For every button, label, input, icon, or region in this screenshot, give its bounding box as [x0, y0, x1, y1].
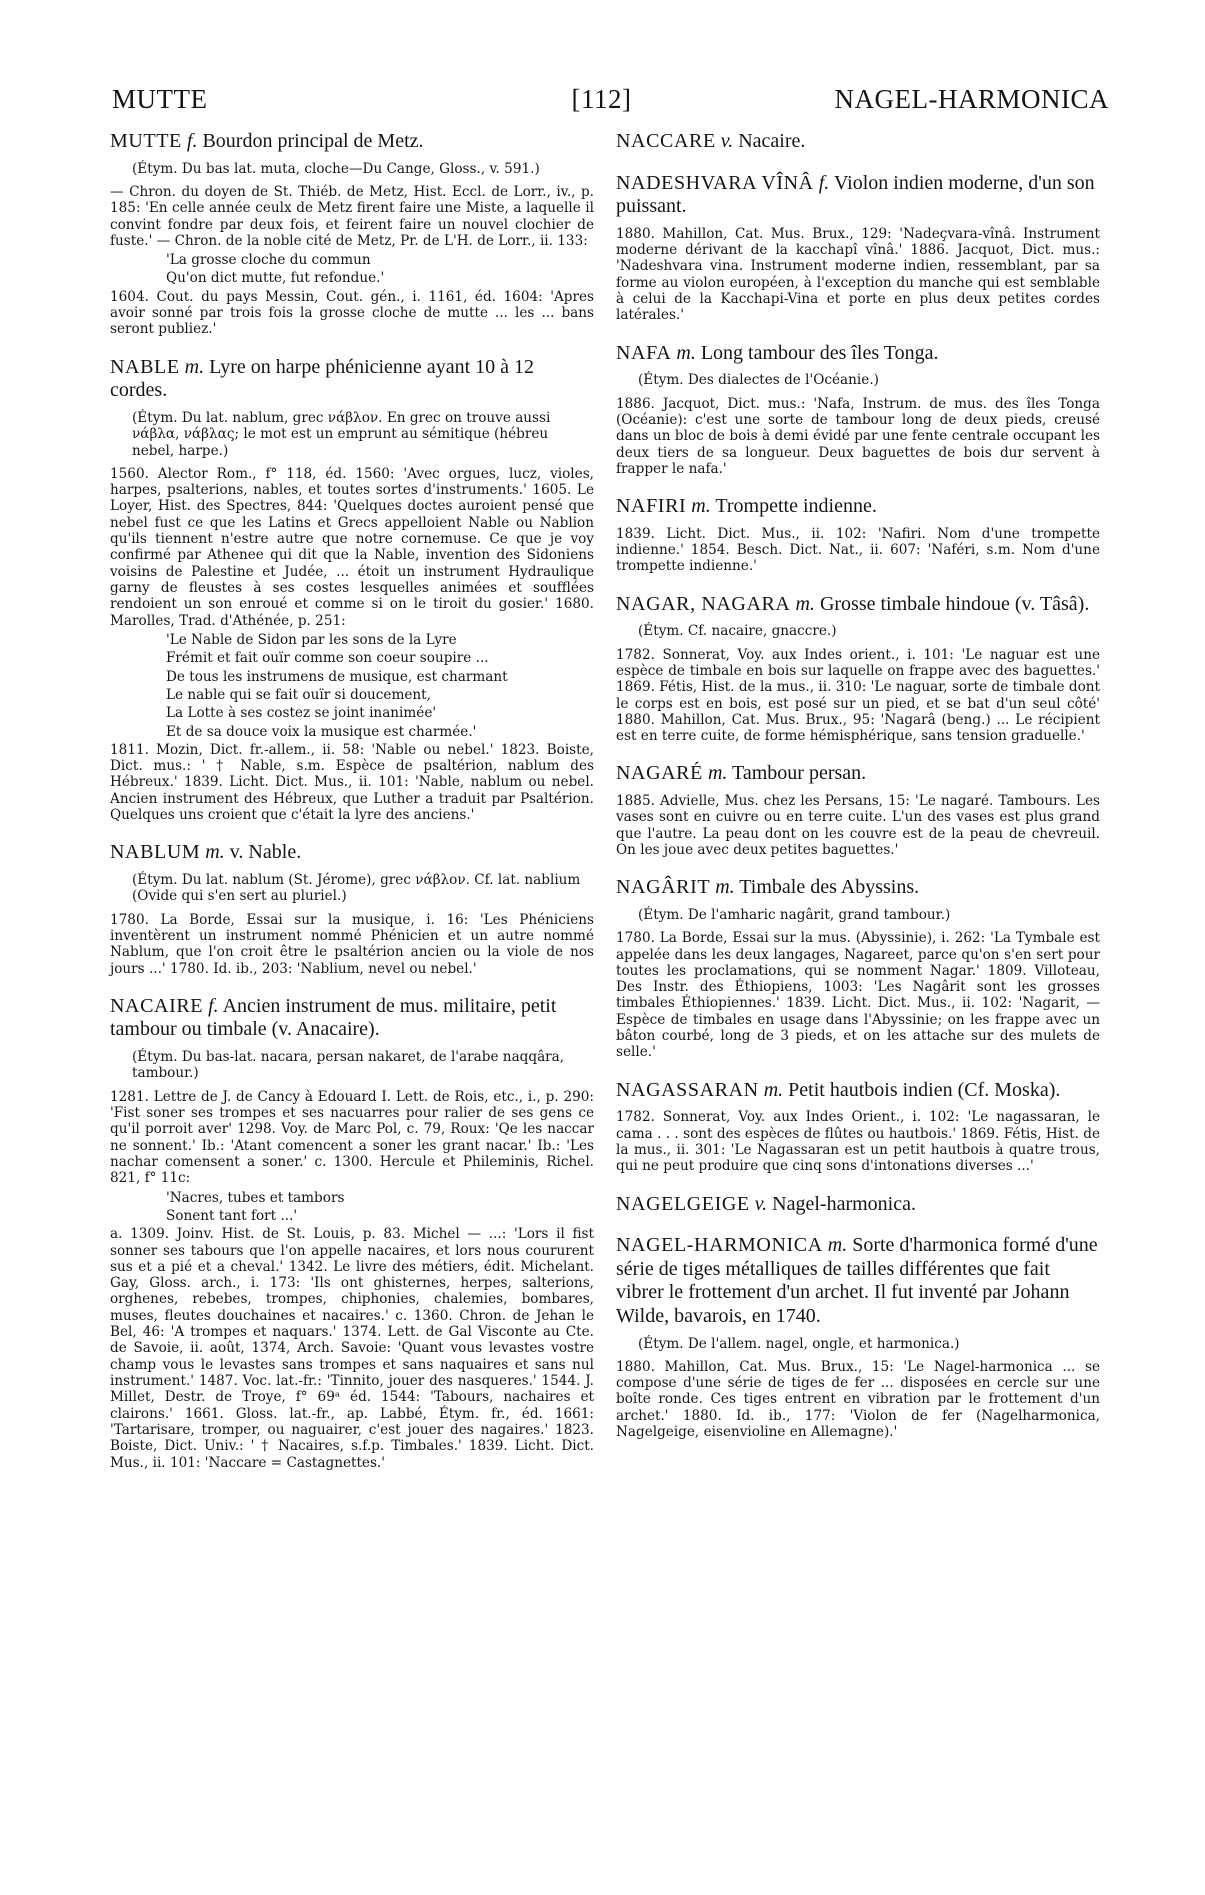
dictionary-entry	[616, 762, 1100, 858]
dictionary-entry	[110, 356, 594, 824]
entry-heading	[616, 495, 1100, 519]
etymology: (Étym. Des dialectes de l'Océanie.)	[638, 372, 879, 389]
grammar-label: m.	[691, 495, 711, 518]
dictionary-entry	[616, 130, 1100, 154]
verse-line: Sonent tant fort ...'	[166, 1207, 298, 1224]
grammar-label: f.	[208, 994, 219, 1017]
headword: NAGAR, NAGARA	[616, 592, 791, 615]
definition: Petit hautbois indien (Cf. Moska).	[788, 1078, 1061, 1101]
entry-heading	[616, 1234, 1100, 1328]
citation-paragraph: 1604. Cout. du pays Messin, Cout. gén., i. 1161, éd. 1604: 'Apres avoir sonné par trois fois la grosse cloche de mutte ... les ... bans seront publiez.'	[110, 288, 594, 338]
grammar-label: v.	[754, 1192, 768, 1215]
citation-paragraph: 1885. Advielle, Mus. chez les Persans, 15: 'Le nagaré. Tambours. Les vases sont en cuivre ou en terre cuite. L'un des vases est plus grand que l'autre. La peau dont on les couvre est de la peau de chevreuil. On les joue avec deux petites baguettes.'	[616, 793, 1100, 858]
definition: v. Nable.	[229, 841, 302, 864]
headword: NAFA	[616, 341, 672, 364]
etymology: (Étym. Du bas lat. muta, cloche—Du Cange, Gloss., v. 591.)	[132, 160, 540, 177]
headword: NAGELGEIGE	[616, 1192, 750, 1215]
citation-paragraph: — Chron. du doyen de St. Thiéb. de Metz, Hist. Eccl. de Lorr., iv., p. 185: 'En celle année ceulx de Metz firent faire une Miste, a laquelle il convint fondre par deux fois, et feirent faire un nouvel clochier de fuste.' — Chron. de la noble cité de Metz, Pr. de L'H. de Lorr., ii. 133:	[110, 183, 594, 249]
dictionary-entry	[616, 1079, 1100, 1175]
grammar-label: m.	[715, 876, 735, 899]
definition: Nacaire.	[738, 130, 806, 152]
definition: Violon indien moderne, d'un son puissant.	[616, 171, 1095, 218]
headword: NAGARÉ	[616, 762, 703, 785]
verse-line: La Lotte à ses costez se joint inanimée'	[166, 705, 437, 722]
headword: MUTTE	[110, 130, 182, 152]
entry-heading	[616, 876, 1100, 900]
headword: NAGASSARAN	[616, 1078, 759, 1101]
entry-heading	[110, 130, 594, 154]
entry-heading	[616, 342, 1100, 366]
citation-paragraph: 1780. La Borde, Essai sur la musique, i. 16: 'Les Phéniciens inventèrent un instrument nommé Phénicien et un autre nommé Nablum, que l'on croit être le psaltérion ancien ou la viole de nos jours ...' 1780. Id. ib., 203: 'Nablium, nevel ou nebel.'	[110, 911, 594, 977]
verse-line: Le nable qui se fait ouïr si doucement,	[166, 686, 431, 703]
entry-heading	[110, 356, 594, 403]
dictionary-entry	[616, 172, 1100, 324]
entry-heading	[616, 172, 1100, 219]
dictionary-entry	[616, 876, 1100, 1060]
citation-paragraph: 1780. La Borde, Essai sur la mus. (Abyssinie), i. 262: 'La Tymbale est appelée dans les deux langages, Nagareet, parce qu'on s'en sert pour toutes les proclamations, qui se nomment Nagar.' 1809. Villoteau, Des Instr. des Éthiopiens, 1003: 'Les Nagârit sont les grosses timbales Éthiopiennes.' 1839. Licht. Dict. Mus., ii. 102: 'Nagarit, — Espèce de timbales en usage dans l'Abyssinie; on les frappe avec un bâton courbé, long de 3 pieds, et on les attache sur des mulets de selle.'	[616, 930, 1100, 1061]
entry-heading	[110, 841, 594, 865]
headword: NAGEL-HARMONICA	[616, 1234, 823, 1257]
citation-paragraph: 1782. Sonnerat, Voy. aux Indes orient., i. 101: 'Le naguar est une espèce de timbale en bois sur laquelle on frappe avec des baguettes.' 1869. Fétis, Hist. de la mus., ii. 310: 'Le naguar, sorte de timbale dont le corps est en bois, est posé sur un pied, et se bat d'un seul côté' 1880. Mahillon, Cat. Mus. Brux., 95: 'Nagarâ (beng.) ... Le récipient est en terre cuite, de forme hémisphérique, sans tension graduelle.'	[616, 646, 1100, 745]
verse-line: Frémit et fait ouïr comme son coeur soupire ...	[166, 650, 489, 667]
definition: Sorte d'harmonica formé d'une série de tiges métalliques de tailles différentes que fait vibrer le frottement d'un archet. Il fut inventé par Johann Wilde, bavarois, en 1740.	[616, 1234, 1098, 1327]
headword: NACAIRE	[110, 994, 204, 1017]
citation-paragraph: 1281. Lettre de J. de Cancy à Edouard I. Lett. de Rois, etc., i., p. 290: 'Fist soner ses trompes et ses nacuarres pour ralier de ses gens ce qu'il porroit aver' 1298. Voy. de Marc Pol, c. 79, Roux: 'Qe les naccar ne sonnent.' Ib.: 'Atant comencent a soner les grant nacar.' Ib.: 'Les nachar comensent a soner.' c. 1300. Hercule et Phileminis, Richel. 821, f° 11c:	[110, 1088, 594, 1187]
definition: Tambour persan.	[732, 762, 867, 785]
verse-line: De tous les instrumens de musique, est charmant	[166, 668, 508, 685]
header-left: MUTTE	[112, 84, 208, 114]
citation-paragraph: 1880. Mahillon, Cat. Mus. Brux., 15: 'Le Nagel-harmonica ... se compose d'une série de tiges de fer ... disposées en cercle sur une boîte ronde. Ces tiges entrent en vibration par le frottement d'un archet.' 1880. Id. ib., 177: 'Violon de fer (Nagelharmonica, Nagelgeige, eisenvioline en Allemagne).'	[616, 1358, 1100, 1441]
grammar-label: m.	[205, 841, 225, 864]
verse-line: Et de sa douce voix la musique est charmée.'	[166, 723, 477, 740]
definition: Long tambour des îles Tonga.	[700, 341, 939, 364]
dictionary-entry	[616, 495, 1100, 575]
citation-paragraph: 1560. Alector Rom., f° 118, éd. 1560: 'Avec orgues, lucz, violes, harpes, psalterions, nables, et toutes sortes d'instruments.' 1605. Le Loyer, Hist. des Spectres, 844: 'Quelques doctes auroient pensé que nebel fust ce que les Latins et Grecs appelloient Nable ou Nablion qu'ils tiennent n'estre autre que notre cornemuse. Ce que je voy confirmé par Athenee qui dit que la Nable, invention des Sidoniens voisins de Palestine et Judée, ... étoit un instrument Hydraulique garny de fleustes à ses costes lesquelles animées et soufflées rendoient un son enroué et comme si on le tiroit du gosier.' 1680. Marolles, Trad. d'Athénée, p. 251:	[110, 465, 594, 629]
dictionary-entry	[616, 1193, 1100, 1217]
headword: NAGÂRIT	[616, 876, 711, 899]
left-column	[110, 130, 594, 1489]
citation-paragraph: a. 1309. Joinv. Hist. de St. Louis, p. 83. Michel — ...: 'Lors il fist sonner ses tabours que l'on appelle nacaires, et lors nous coururent sus et a pié et a cheval.' 1342. Le livre des métiers, édit. Michelant. Gay, Gloss. arch., i. 173: 'Ils ont ghisternes, herpes, salterions, orghenes, rebebes, trompes, chiphonies, chalemies, bombares, muses, fleutes douchaines et nacaires.' c. 1360. Chron. de Jehan le Bel, 46: 'A trompes et naquars.' 1374. Lett. de Gal Visconte au Cte. de Savoie, ii. août, 1374, Arch. Savoie: 'Quant vous levastes vostre champ vous le levastes sans trompes et sans naquaires et sans nul instrument.' 1487. Voc. lat.-fr.: 'Tinnito, jouer des nasqueres.' 1544. J. Millet, Destr. de Troye, f° 69ᵃ éd. 1544: 'Tabours, nachaires et clairons.' 1661. Gloss. lat.-fr., ap. Labbé, Étym. fr., éd. 1661: 'Tartarisare, tromper, ou naguairer, c'est jouer des nagaires.' 1823. Boiste, Dict. Univ.: ' † Nacaires, s.f.p. Timbales.' 1839. Licht. Dict. Mus., ii. 101: 'Naccare = Castagnettes.'	[110, 1226, 594, 1471]
etymology: (Étym. De l'amharic nagârit, grand tambour.)	[638, 906, 951, 923]
grammar-label: f.	[186, 130, 198, 152]
etymology: (Étym. De l'allem. nagel, ongle, et harmonica.)	[638, 1335, 960, 1352]
verse-line: 'Nacres, tubes et tambors	[166, 1189, 345, 1206]
headword: NABLUM	[110, 841, 201, 864]
entry-heading	[616, 1079, 1100, 1103]
page-number: [112]	[571, 84, 632, 114]
citation-paragraph: 1886. Jacquot, Dict. mus.: 'Nafa, Instrum. de mus. des îles Tonga (Océanie): c'est une sorte de tambour long de deux pieds, creusé dans un bloc de bois à demi évidé par une fente centrale occupant les deux tiers de sa longueur. Deux baguettes de bois dur servent à frapper le nafa.'	[616, 395, 1100, 477]
headword: NABLE	[110, 355, 180, 378]
dictionary-entry	[110, 995, 594, 1471]
dictionary-entry	[616, 593, 1100, 745]
citation-paragraph: 1880. Mahillon, Cat. Mus. Brux., 129: 'Nadeçvara-vînâ. Instrument moderne dérivant de la kacchapî vînâ.' 1886. Jacquot, Dict. mus.: 'Nadeshvara vina. Instrument moderne indien, ressemblant, par sa forme au violon européen, à l'exception du manche qui est semblable à celui de la Kacchapi-Vina et porte en plus deux petites cordes latérales.'	[616, 225, 1100, 324]
definition: Grosse timbale hindoue (v. Tâsâ).	[819, 592, 1090, 615]
verse-line: Qu'on dict mutte, fut refondue.'	[166, 270, 385, 287]
header-right: NAGEL-HARMONICA	[834, 84, 1109, 114]
etymology: (Étym. Du lat. nablum, grec νάβλον. En grec on trouve aussi νάβλα, νάβλας; le mot est un emprunt au sémitique (hébreu nebel, harpe.)	[132, 409, 551, 459]
right-column	[616, 130, 1100, 1458]
grammar-label: m.	[827, 1234, 848, 1257]
headword: NADESHVARA VÎNÂ	[616, 171, 814, 194]
entry-heading	[616, 130, 1100, 154]
grammar-label: v.	[720, 130, 734, 152]
definition: Timbale des Abyssins.	[739, 876, 920, 899]
etymology: (Étym. Du lat. nablum (St. Jérome), grec νάβλον. Cf. lat. nablium (Ovide qui s'en sert au pluriel.)	[132, 872, 581, 905]
dictionary-entry	[616, 1234, 1100, 1440]
citation-paragraph: 1839. Licht. Dict. Mus., ii. 102: 'Nafiri. Nom d'une trompette indienne.' 1854. Besch. Dict. Nat., ii. 607: 'Naféri, s.m. Nom d'une trompette indienne.'	[616, 525, 1100, 575]
definition: Nagel-harmonica.	[772, 1192, 916, 1215]
grammar-label: f.	[818, 171, 830, 194]
definition: Bourdon principal de Metz.	[202, 130, 424, 152]
dictionary-entry	[616, 342, 1100, 477]
grammar-label: m.	[707, 762, 728, 785]
grammar-label: m.	[763, 1078, 784, 1101]
dictionary-entry	[110, 841, 594, 976]
dictionary-entry	[110, 130, 594, 338]
grammar-label: m.	[184, 355, 205, 378]
definition: Trompette indienne.	[715, 495, 877, 518]
running-header	[84, 84, 1119, 134]
citation-paragraph: 1782. Sonnerat, Voy. aux Indes Orient., i. 102: 'Le nagassaran, le cama . . . sont des espèces de flûtes ou hautbois.' 1869. Fétis, Hist. de la mus., ii. 301: 'Le Nagassaran est un petit hautbois à quatre trous, qui ne peut produire que cinq sons d'intonations diverses ...'	[616, 1109, 1100, 1175]
entry-heading	[110, 995, 594, 1042]
citation-paragraph: 1811. Mozin, Dict. fr.-allem., ii. 58: 'Nable ou nebel.' 1823. Boiste, Dict. mus.: ' † Nable, s.m. Espèce de psaltérion, nablum des Hébreux.' 1839. Licht. Dict. Mus., ii. 101: 'Nable, nablum ou nebel. Ancien instrument des Hébreux, que Luther a traduit par Psaltérion. Quelques uns croient que c'était la lyre des anciens.'	[110, 741, 594, 824]
verse-line: 'Le Nable de Sidon par les sons de la Lyre	[166, 631, 457, 648]
entry-heading	[616, 762, 1100, 786]
grammar-label: m.	[676, 341, 696, 364]
etymology: (Étym. Du bas-lat. nacara, persan nakaret, de l'arabe naqqâra, tambour.)	[132, 1049, 565, 1082]
verse-line: 'La grosse cloche du commun	[166, 252, 371, 269]
entry-heading	[616, 593, 1100, 617]
entry-heading	[616, 1193, 1100, 1217]
definition: Lyre on harpe phénicienne ayant 10 à 12 cordes.	[110, 355, 534, 402]
definition: Ancien instrument de mus. militaire, petit tambour ou timbale (v. Anacaire).	[110, 994, 557, 1041]
headword: NACCARE	[616, 130, 716, 152]
grammar-label: m.	[795, 592, 815, 615]
etymology: (Étym. Cf. nacaire, gnaccre.)	[638, 623, 837, 640]
headword: NAFIRI	[616, 495, 687, 518]
